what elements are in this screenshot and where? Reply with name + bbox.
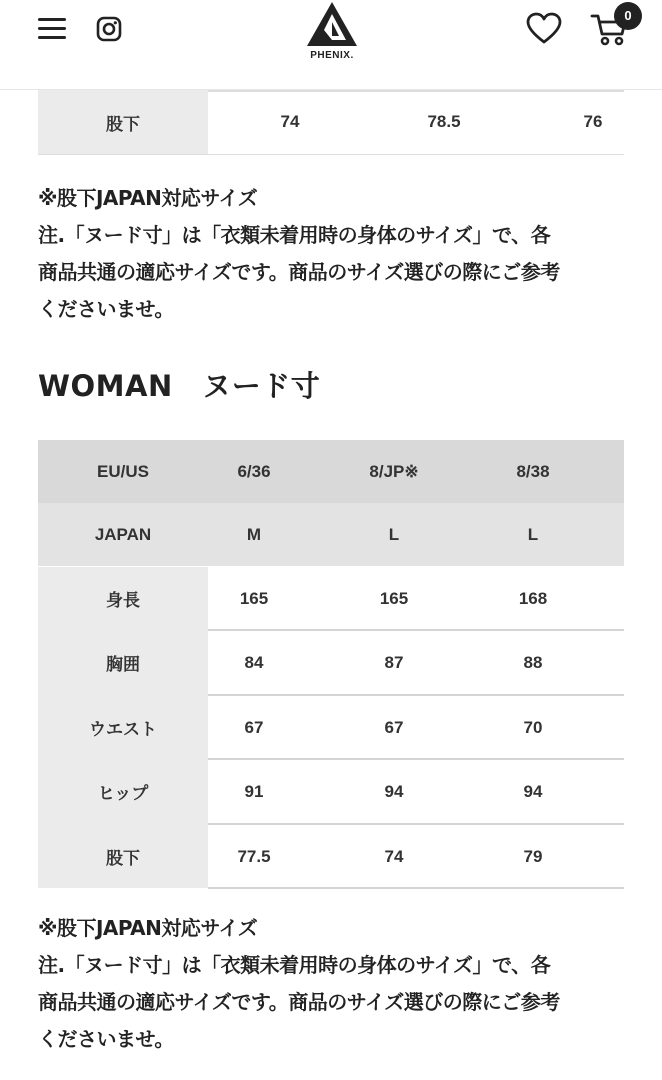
- header-cell: L: [527, 525, 539, 544]
- header-label: JAPAN: [94, 525, 152, 544]
- table-cell: 84: [244, 652, 264, 672]
- table-cell: 79: [523, 846, 543, 866]
- table-cell: 165: [239, 588, 269, 608]
- table-cell: 165: [379, 588, 409, 608]
- table-cell: 67: [384, 717, 404, 737]
- note-line: 注.「ヌード寸」は「衣類未着用時の身体のサイズ」で、各: [38, 223, 551, 247]
- row-label: ウエスト: [89, 720, 157, 739]
- table-cell: 94: [384, 781, 404, 801]
- table-cell: 67: [244, 717, 264, 737]
- header-cell: M: [246, 525, 262, 544]
- header-cell: 6/36: [237, 461, 271, 481]
- table-cell: 87: [384, 652, 404, 672]
- woman-size-table: [38, 440, 624, 888]
- table-cell: 94: [523, 781, 543, 801]
- table-cell: 76: [583, 112, 603, 131]
- table-cell: 78.5: [427, 112, 461, 131]
- table-cell: 77.5: [237, 846, 271, 866]
- cart-count-badge: 0: [614, 2, 642, 30]
- row-label: 股下: [38, 90, 208, 154]
- row-label: 身長: [106, 591, 140, 610]
- table-header-row: [38, 440, 624, 503]
- table-cell: 74: [384, 846, 404, 866]
- table-cell: 91: [244, 781, 264, 801]
- hamburger-menu-icon[interactable]: [38, 18, 66, 40]
- note-line: 商品共通の適応サイズです。商品のサイズ選びの際にご参考: [38, 260, 560, 284]
- table-cell: 168: [518, 588, 548, 608]
- section-title: WOMAN ヌード寸: [38, 369, 321, 403]
- note-line: くださいませ。: [38, 297, 174, 321]
- table-header-row: [38, 503, 624, 566]
- site-header: [0, 0, 662, 90]
- note-line: 商品共通の適応サイズです。商品のサイズ選びの際にご参考: [38, 990, 560, 1014]
- row-divider: [208, 887, 624, 889]
- top-size-table-fragment: [38, 90, 624, 155]
- heart-icon[interactable]: [526, 12, 562, 46]
- instagram-icon[interactable]: [96, 16, 122, 42]
- table-cell: 74: [280, 112, 300, 131]
- header-cell: 8/38: [516, 461, 550, 481]
- note-line: ※股下JAPAN対応サイズ: [38, 916, 258, 940]
- table-cell: 88: [523, 652, 543, 672]
- note-line: 注.「ヌード寸」は「衣類未着用時の身体のサイズ」で、各: [38, 953, 551, 977]
- table-cell: 70: [523, 717, 543, 737]
- header-cell: 8/JP※: [369, 461, 419, 481]
- size-note: [38, 910, 638, 1058]
- row-label: 胸囲: [106, 655, 140, 674]
- note-line: ※股下JAPAN対応サイズ: [38, 186, 258, 210]
- size-note: [38, 180, 638, 328]
- phenix-logo[interactable]: [302, 0, 362, 66]
- header-cell: L: [388, 525, 400, 544]
- note-line: くださいませ。: [38, 1027, 174, 1051]
- header-label: EU/US: [97, 461, 149, 481]
- row-label: 股下: [106, 849, 140, 868]
- logo-text: PHENIX.: [310, 50, 354, 61]
- row-label: ヒップ: [97, 784, 149, 803]
